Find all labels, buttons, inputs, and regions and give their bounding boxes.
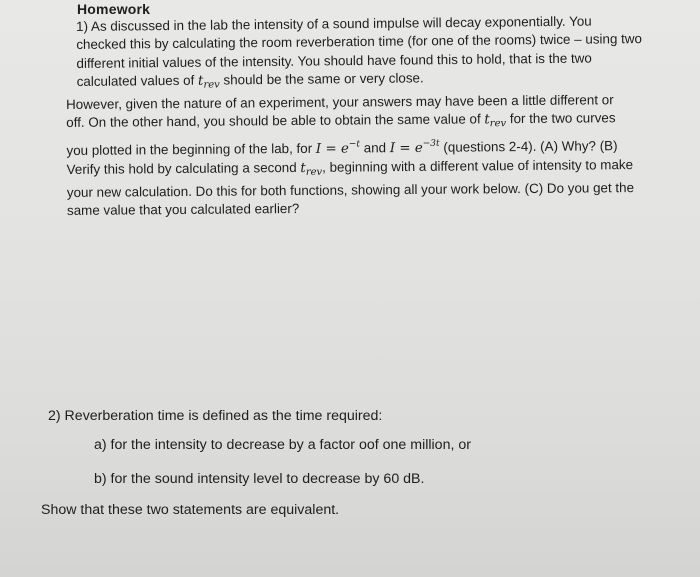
intensity-formula-1: $I = e^{-t}$ (315, 139, 361, 157)
page-title: Homework (77, 1, 151, 17)
question-2-option-b: b) for the sound intensity level to decrease by 60 dB. (94, 471, 425, 487)
q1-line: same value that you calculated earlier? (66, 201, 300, 219)
t-rev-symbol: $t_{rev}$ (197, 73, 220, 91)
q1-text: (questions 2-4). (A) Why? (B) (439, 137, 618, 155)
question-2-heading: 2) Reverberation time is defined as the time required: (48, 408, 383, 424)
q1-line: different initial values of the intensity. You should have found this to hold, that is the two (76, 50, 592, 71)
q1-text: you plotted in the beginning of the lab, for (66, 140, 316, 158)
q1-text: for the two curves (506, 110, 616, 127)
q1-line: However, given the nature of an experiment, your answers may have been a little different or (66, 92, 614, 112)
q1-line: 1) As discussed in the lab the intensity of a sound impulse will decay exponentially. You (76, 13, 592, 34)
q1-line: your new calculation. Do this for both functions, showing all your work below. (C) Do you get the (66, 180, 635, 201)
q1-text: should be the same or very close. (219, 70, 424, 88)
q1-line: checked this by calculating the room reverberation time (for one of the rooms) twice – using two (76, 31, 642, 53)
t-rev-symbol: $t_{rev}$ (484, 112, 507, 130)
question-2-option-a: a) for the intensity to decrease by a factor oof one million, or (94, 437, 471, 453)
q1-text: Verify this hold by calculating a second (66, 159, 301, 177)
t-rev-symbol: $t_{rev}$ (300, 160, 323, 178)
q1-text: , beginning with a different value of intensity to make (322, 156, 634, 175)
q1-text: calculated values of (76, 72, 199, 89)
intensity-formula-2: $I = e^{-3t}$ (389, 138, 440, 156)
question-1-intro (76, 12, 642, 96)
question-2-instruction: Show that these two statements are equivalent. (41, 502, 340, 518)
question-1-body (66, 91, 634, 221)
q1-text: and (359, 139, 390, 156)
q1-text: off. On the other hand, you should be able to obtain the same value of (66, 111, 485, 131)
